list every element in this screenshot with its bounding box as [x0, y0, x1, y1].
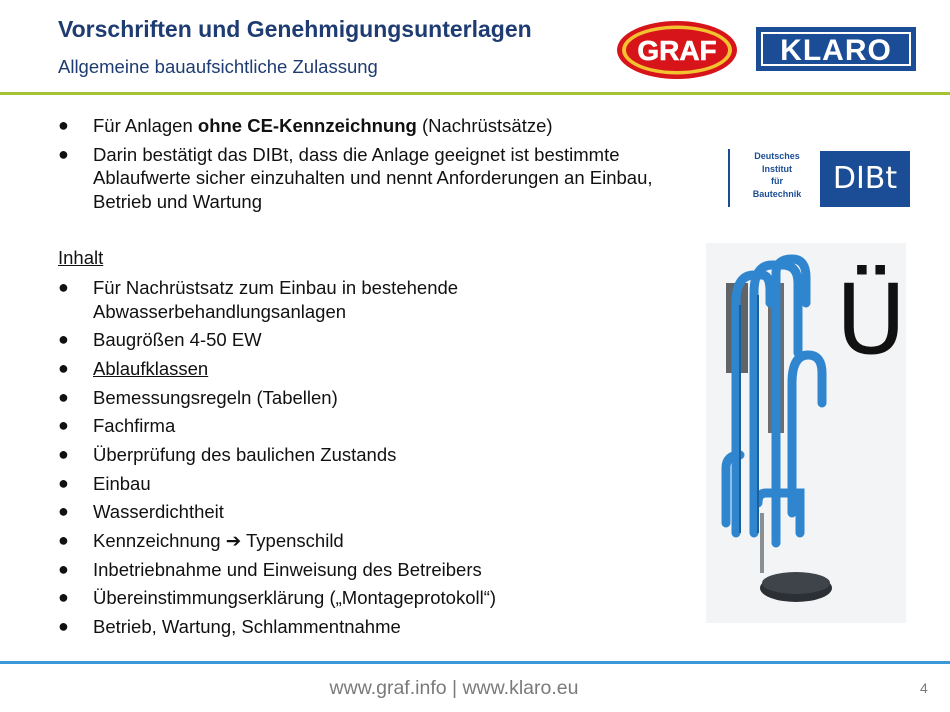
list-item: [58, 276, 678, 323]
dibt-word: Deutsches: [754, 151, 800, 161]
bullet-icon: ●: [58, 277, 69, 297]
bullet-icon: ●: [58, 357, 69, 378]
bullet-text: Übereinstimmungserklärung („Montageprotokoll“): [93, 587, 497, 609]
bullet-icon: ●: [58, 115, 69, 135]
list-item: [58, 615, 678, 639]
retrofit-kit-image: [706, 243, 906, 623]
bullet-text: Überprüfung des baulichen Zustands: [93, 443, 397, 465]
bullet-text: Betrieb, Wartung, Schlammentnahme: [93, 616, 401, 638]
bullet-text: Typenschild: [246, 530, 344, 551]
list-item: [58, 472, 678, 496]
list-item: [58, 558, 678, 582]
bullet-text-bold: ohne CE-Kennzeichnung: [197, 115, 417, 136]
list-item: [58, 443, 678, 467]
bullet-icon: ●: [58, 415, 69, 436]
bullet-icon: ●: [58, 329, 69, 350]
bullet-text: Fachfirma: [93, 415, 176, 437]
bullet-text: Bemessungsregeln (Tabellen): [93, 386, 338, 408]
dibt-word: Bautechnik: [752, 188, 802, 199]
list-item: [58, 500, 678, 524]
bullet-icon: ●: [58, 530, 69, 550]
u-mark-label: Ü: [835, 264, 906, 376]
bullet-text: Baugrößen 4-50 EW: [93, 329, 262, 351]
intro-bullet-list: [58, 114, 678, 218]
bullet-icon: ●: [58, 386, 69, 407]
bullet-text: (Nachrüstsätze): [416, 115, 553, 136]
bullet-icon: ●: [58, 501, 69, 522]
bullet-icon: ●: [58, 616, 69, 637]
arrow-right-icon: ➔: [225, 530, 242, 551]
list-item: [58, 386, 678, 410]
bullet-text: Für Nachrüstsatz zum Einbau in bestehende Abwasserbehandlungsanlagen: [93, 277, 459, 322]
footer-divider: [0, 661, 950, 664]
bullet-icon: ●: [58, 143, 69, 164]
klaro-logo: [756, 27, 916, 71]
slide-subtitle: Allgemeine bauaufsichtliche Zulassung: [58, 56, 378, 77]
inhalt-bullet-list: [58, 276, 678, 644]
graf-logo-text: GRAF: [637, 35, 717, 66]
list-item: [58, 114, 678, 138]
bullet-icon: ●: [58, 558, 69, 579]
bullet-icon: ●: [58, 443, 69, 464]
dibt-logo-words: [738, 150, 816, 200]
bullet-text: Für Anlagen: [93, 115, 198, 136]
list-item: [58, 357, 678, 381]
list-item: [58, 529, 678, 553]
dibt-word: für: [771, 176, 783, 186]
list-item: [58, 414, 678, 438]
bullet-text: Kennzeichnung: [93, 530, 221, 551]
footer-links: www.graf.info | www.klaro.eu: [329, 677, 579, 699]
bullet-text: Darin bestätigt das DIBt, dass die Anlage geeignet ist bestimmte Ablaufwerte sicher einzuhalten und nennt Anforderungen an Einbau, Betrieb und Wartung: [93, 143, 653, 212]
page-number: 4: [920, 680, 928, 696]
bullet-icon: ●: [58, 472, 69, 493]
bullet-text: Wasserdichtheit: [93, 501, 224, 523]
list-item: [58, 328, 678, 352]
bullet-text: Inbetriebnahme und Einweisung des Betreibers: [93, 558, 482, 580]
slide-title: Vorschriften und Genehmigungsunterlagen: [58, 16, 532, 42]
dibt-logo-mark-text: DIBt: [832, 161, 898, 196]
graf-logo: [616, 20, 738, 80]
bullet-icon: ●: [58, 587, 69, 608]
bullet-text-underlined: Ablaufklassen: [93, 357, 209, 379]
bullet-text: Einbau: [93, 472, 151, 494]
list-item: [58, 143, 678, 214]
dibt-word: Institut: [762, 163, 792, 174]
dibt-logo: [728, 149, 910, 207]
dibt-logo-mark: [820, 151, 910, 207]
inhalt-heading: Inhalt: [58, 247, 104, 268]
list-item: [58, 586, 678, 610]
header-divider: [0, 92, 950, 95]
klaro-logo-text: KLARO: [780, 34, 892, 67]
